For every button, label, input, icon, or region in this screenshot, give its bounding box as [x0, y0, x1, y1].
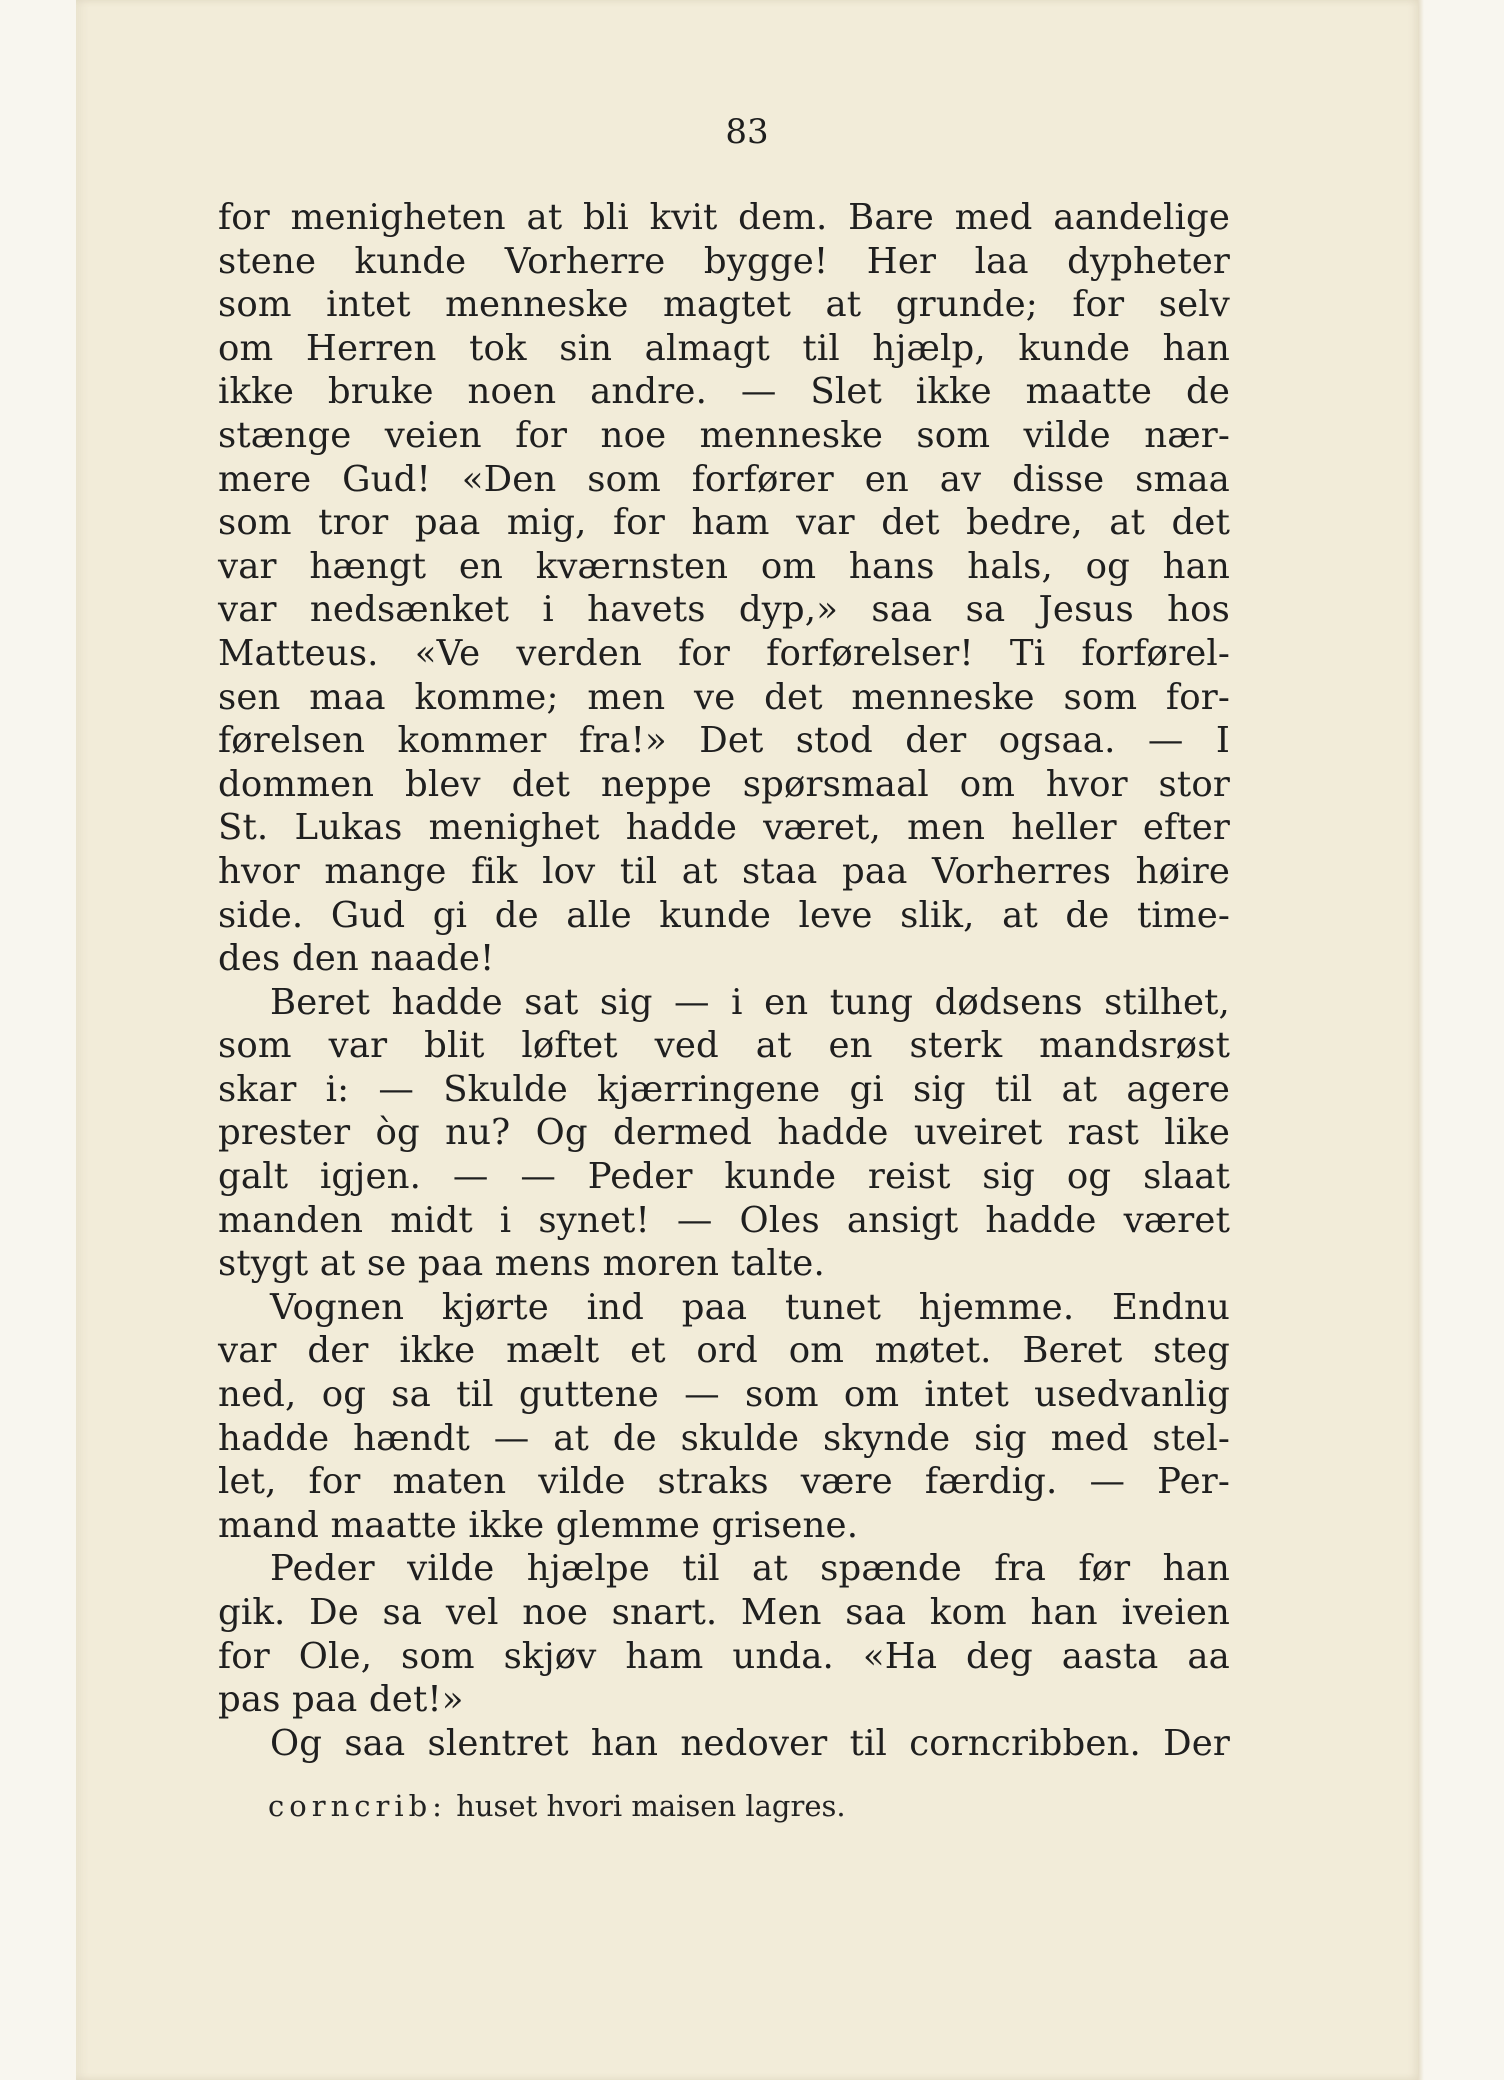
text-line: sen maa komme; men ve det menneske som for- [218, 676, 1230, 718]
text-line: mand maatte ikke glemme grisene. [218, 1504, 859, 1546]
text-line: Peder vilde hjælpe til at spænde fra før han [270, 1548, 1230, 1590]
text-line: pas paa det!» [218, 1679, 464, 1721]
text-line: om Herren tok sin almagt til hjælp, kunde han [218, 327, 1230, 369]
text-line: ikke bruke noen andre. — Slet ikke maatte de [218, 371, 1230, 413]
text-line: var hængt en kværnsten om hans hals, og han [218, 545, 1230, 587]
text-line: side. Gud gi de alle kunde leve slik, at de time- [218, 894, 1230, 936]
footnote-term: corncrib: [268, 1789, 447, 1823]
text-line: Og saa slentret han nedover til corncribben. Der [270, 1722, 1230, 1764]
text-line: des den naade! [218, 938, 495, 980]
text-line: dommen blev det neppe spørsmaal om hvor stor [218, 763, 1230, 805]
text-line: som var blit løftet ved at en sterk mandsrøst [218, 1025, 1230, 1067]
text-line: for Ole, som skjøv ham unda. «Ha deg aasta aa [218, 1635, 1230, 1677]
text-line: var nedsænket i havets dyp,» saa sa Jesus hos [218, 589, 1230, 631]
text-line: Vognen kjørte ind paa tunet hjemme. Endnu [270, 1286, 1230, 1328]
text-line: prester òg nu? Og dermed hadde uveiret rast like [218, 1112, 1230, 1154]
text-line: stænge veien for noe menneske som vilde nær- [218, 414, 1230, 456]
body-text [218, 196, 1230, 1765]
text-line: Matteus. «Ve verden for forførelser! Ti forførel- [218, 632, 1230, 674]
text-line: mere Gud! «Den som forfører en av disse smaa [218, 458, 1230, 500]
text-line: som intet menneske magtet at grunde; for selv [218, 284, 1230, 326]
text-line: let, for maten vilde straks være færdig. — Per- [218, 1461, 1230, 1503]
text-line: stene kunde Vorherre bygge! Her laa dypheter [218, 240, 1230, 282]
text-line: St. Lukas menighet hadde været, men heller efter [218, 807, 1230, 849]
text-line: ned, og sa til guttene — som om intet usedvanlig [218, 1374, 1230, 1416]
page-number: 83 [725, 112, 769, 152]
footnote-text: huset hvori maisen lagres. [456, 1789, 846, 1823]
text-line: hadde hændt — at de skulde skynde sig med stel- [218, 1417, 1230, 1459]
page-edge [1418, 0, 1424, 2080]
text-line: gik. De sa vel noe snart. Men saa kom han iveien [218, 1592, 1230, 1633]
text-line: som tror paa mig, for ham var det bedre, at det [218, 502, 1230, 544]
text-line: skar i: — Skulde kjærringene gi sig til at agere [218, 1068, 1230, 1110]
text-line: for menigheten at bli kvit dem. Bare med aandelige [218, 197, 1230, 238]
text-line: var der ikke mælt et ord om møtet. Beret steg [218, 1330, 1230, 1372]
text-line: Beret hadde sat sig — i en tung dødsens stilhet, [270, 981, 1230, 1023]
text-line: stygt at se paa mens moren talte. [218, 1243, 825, 1285]
text-line: manden midt i synet! — Oles ansigt hadde været [218, 1199, 1230, 1241]
text-line: galt igjen. — — Peder kunde reist sig og slaat [218, 1156, 1230, 1198]
text-line: førelsen kommer fra!» Det stod der ogsaa. — I [218, 720, 1230, 762]
text-line: hvor mange fik lov til at staa paa Vorherres høire [218, 850, 1230, 892]
footnote [268, 1789, 846, 1823]
